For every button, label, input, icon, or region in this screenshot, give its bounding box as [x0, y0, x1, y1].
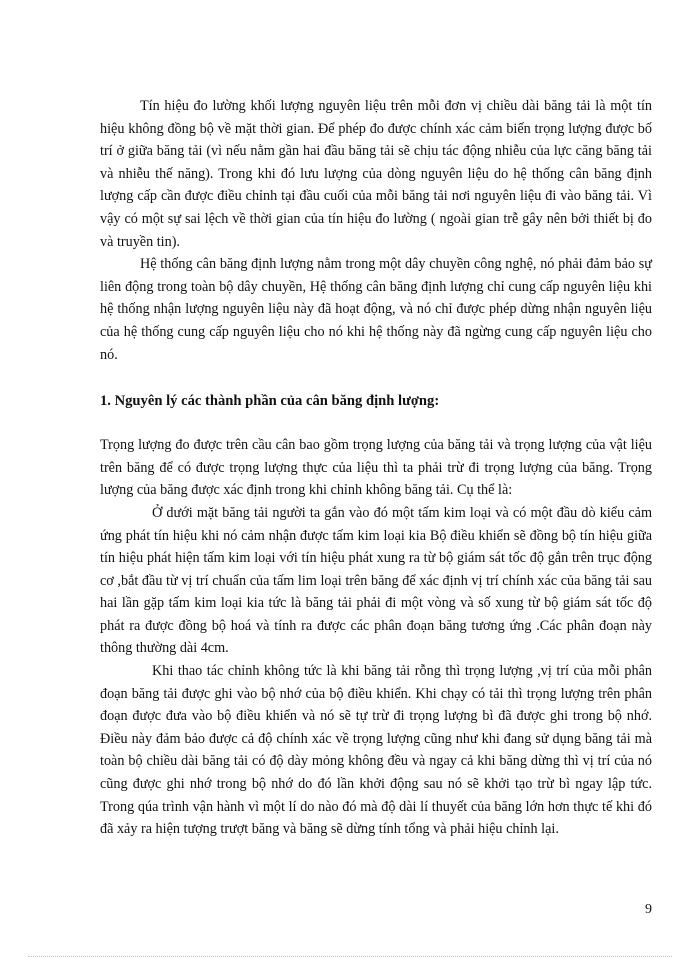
paragraph-weight-measure: Trọng lượng đo được trên cầu cân bao gồm trọng lượng của băng tải và trọng lượng của vật liệu trên băng để có được trọng lượng thực của liệu thì ta phải trừ đi trọng lượng của băng. Trọng lượng của băng được xác định trong khi chỉnh không băng tải. Cụ thể là:: [100, 437, 652, 499]
footer-divider: [28, 956, 672, 957]
paragraph-interlock: Hệ thống cân băng định lượng nằm trong một dây chuyền công nghệ, nó phải đảm bảo sự liên động trong toàn bộ dây chuyền, Hệ thống cân băng định lượng chỉ cung cấp nguyên liệu khi hệ thống nhận lượng nguyên liệu này đã hoạt động, và nó chỉ được phép dừng nhận nguyên liệu của hệ thống cung cấp nguyên liệu cho nó khi hệ thống này đã ngừng cung cấp nguyên liệu cho nó.: [100, 256, 652, 363]
section-heading: 1. Nguyên lý các thành phần của cân băng định lượng:: [100, 393, 440, 410]
paragraph-metal-plate: Ở dưới mặt băng tải người ta gắn vào đó một tấm kim loại và có một đầu dò kiểu cảm ứng phát tín hiệu khi nó cảm nhận được tấm kim loại kia Bộ điều khiển sẽ đồng bộ tín hiệu giữa tín hiệu phát hiện tấm kim loại với tín hiệu phát xung ra từ bộ giám sát tốc độ gắn trên trục động cơ ,bắt đầu từ vị trí chuẩn của tấm lim loại trên băng để xác định vị trí chính xác của băng tải sau hai lần gặp tấm kim loại kia tức là băng tải phải đi một vòng và số xung từ bộ giám sát tốc độ phát ra được đồng bộ hoá và tính ra được các phân đoạn băng tương ứng .Các phân đoạn này thông thường dài 4cm.: [100, 504, 652, 657]
document-body: [100, 95, 652, 841]
paragraph-signal-timing: Tín hiệu đo lường khối lượng nguyên liệu trên mỗi đơn vị chiều dài băng tải là một tín hiệu không đồng bộ về mặt thời gian. Để phép đo được chính xác cảm biến trọng lượng được bố trí ở giữa băng tải (vì nếu nằm gần hai đầu băng tải sẽ chịu tác động nhiễu của lực căng băng tải và nhiễu thế năng). Trong khi đó lưu lượng của dòng nguyên liệu do hệ thống cân băng định lượng cấp cần được điều chỉnh tại đầu cuối của mỗi băng tải nơi nguyên liệu đi vào băng tải. Vì vậy có một sự sai lệch về thời gian của tín hiệu đo lường ( ngoài gian trễ gây nên bởi thiết bị đo và truyền tin).: [100, 98, 652, 250]
page-number: 9: [645, 902, 652, 917]
paragraph-zero-calibration: Khi thao tác chỉnh không tức là khi băng tải rỗng thì trọng lượng ,vị trí của mỗi phân đoạn băng tải được ghi vào bộ nhớ của bộ điều khiển. Khi chạy có tải thì trọng lượng trên phân đoạn được đưa vào bộ điều khiển và nó sẽ tự trừ đi trọng lượng bì đã được ghi trong bộ nhớ. Điều này đảm bảo được cả độ chính xác về trọng lượng cũng như khi đang sử dụng băng tải mà toàn bộ chiều dài băng tải có độ dày mỏng không đều và ngay cả khi băng dừng thì vị trí của nó cũng được ghi nhớ trong bộ nhớ do đó lần khởi động sau nó sẽ khởi tạo trừ bì ngay lập tức. Trong qúa trình vận hành vì một lí do nào đó mà độ dài lí thuyết của băng lớn hơn thực tế khi đó đã xảy ra hiện tượng trượt băng và băng sẽ dừng tính tổng và phải hiệu chỉnh lại.: [100, 663, 652, 838]
